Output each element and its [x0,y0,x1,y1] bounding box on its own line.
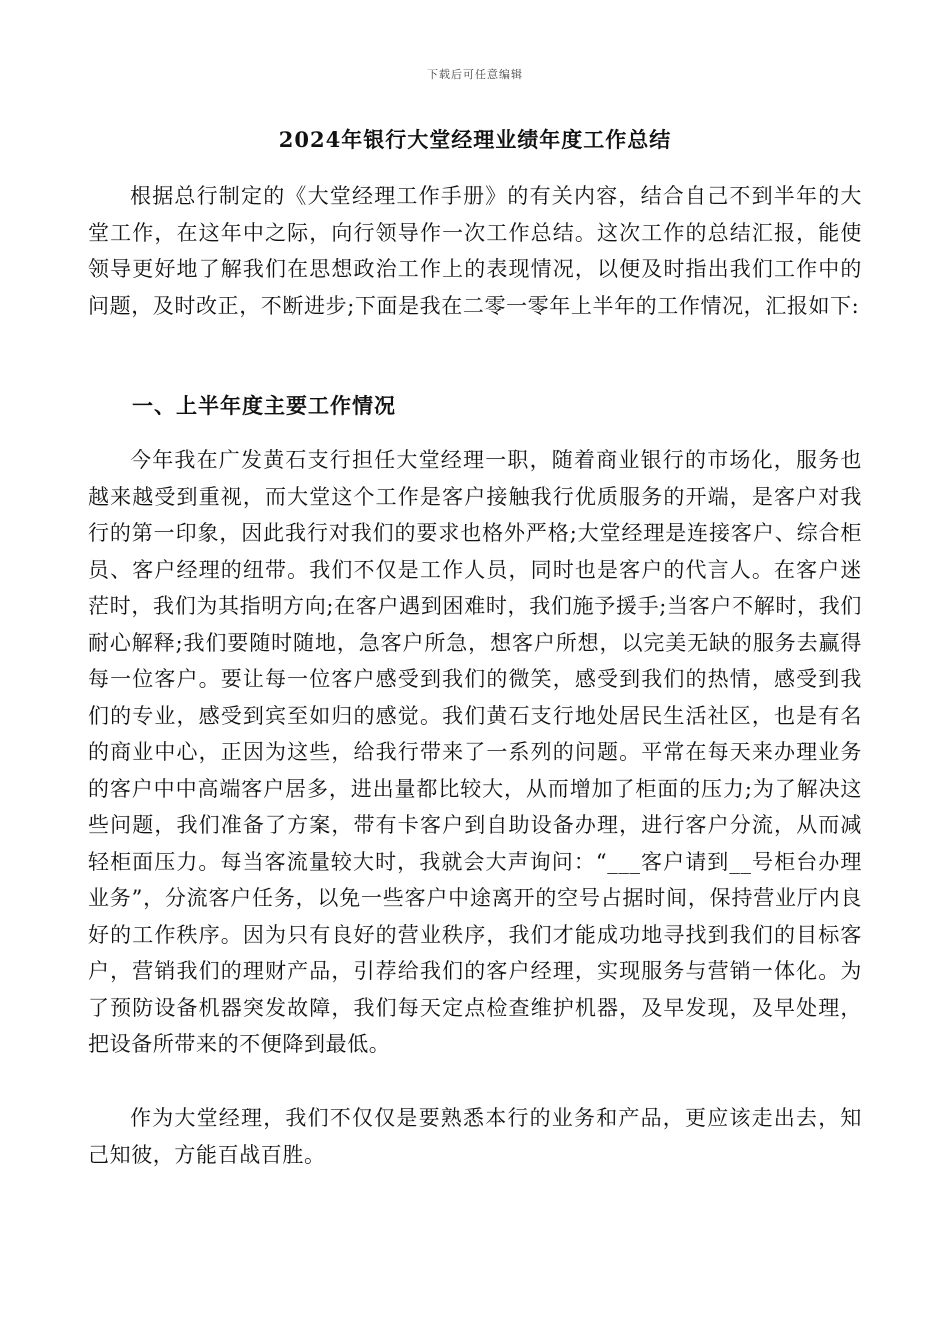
section-heading: 一、上半年度主要工作情况 [132,393,396,418]
paragraph-text: 根据总行制定的《大堂经理工作手册》的有关内容，结合自己不到半年的大堂工作，在这年中之际，向行领导作一次工作总结。这次工作的总结汇报，能使领导更好地了解我们在思想政治工作上的表现情况，以便及时指出我们工作中的问题，及时改正，不断进步;下面是我在二零一零年上半年的工作情况，汇报如下: [88,184,862,318]
paragraph-work-situation [88,442,862,1063]
paragraph-text: 今年我在广发黄石支行担任大堂经理一职，随着商业银行的市场化，服务也越来越受到重视，而大堂这个工作是客户接触我行优质服务的开端，是客户对我行的第一印象，因此我行对我们的要求也格外严格;大堂经理是连接客户、综合柜员、客户经理的纽带。我们不仅是工作人员，同时也是客户的代言人。在客户迷茫时，我们为其指明方向;在客户遇到困难时，我们施予援手;当客户不解时，我们耐心解释;我们要随时随地，急客户所急，想客户所想，以完美无缺的服务去赢得每一位客户。要让每一位客户感受到我们的微笑，感受到我们的热情，感受到我们的专业，感受到宾至如归的感觉。我们黄石支行地处居民生活社区，也是有名的商业中心，正因为这些，给我行带来了一系列的问题。平常在每天来办理业务的客户中中高端客户居多，进出量都比较大，从而增加了柜面的压力;为了解决这些问题，我们准备了方案，带有卡客户到自助设备办理，进行客户分流，从而减轻柜面压力。每当客流量较大时，我就会大声询问：“___客户请到__号柜台办理业务”，分流客户任务，以免一些客户中途离开的空号占据时间，保持营业厅内良好的工作秩序。因为只有良好的营业秩序，我们才能成功地寻找到我们的目标客户，营销我们的理财产品，引荐给我们的客户经理，实现服务与营销一体化。为了预防设备机器突发故障，我们每天定点检查维护机器，及早发现，及早处理，把设备所带来的不便降到最低。 [88,448,862,1056]
paragraph-closing [88,1100,862,1173]
paragraph-text: 作为大堂经理，我们不仅仅是要熟悉本行的业务和产品，更应该走出去，知己知彼，方能百战百胜。 [88,1106,862,1167]
document-title: 2024年银行大堂经理业绩年度工作总结 [278,127,672,152]
paragraph-intro [88,178,862,324]
header-note: 下载后可任意编辑 [427,68,523,81]
